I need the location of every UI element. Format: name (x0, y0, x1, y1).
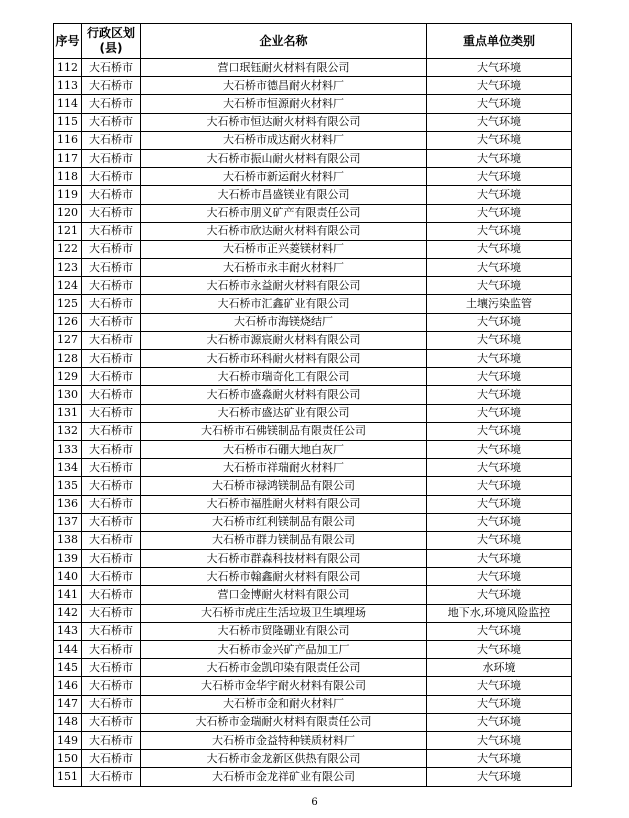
cell-name: 大石桥市金瑞耐火材料有限责任公司 (141, 713, 427, 731)
cell-category: 大气环境 (427, 149, 572, 167)
cell-category: 地下水,环境风险监控 (427, 604, 572, 622)
cell-region: 大石桥市 (82, 622, 141, 640)
header-category: 重点单位类别 (427, 24, 572, 59)
cell-no: 136 (54, 495, 82, 513)
cell-category: 土壤污染监管 (427, 295, 572, 313)
cell-name: 大石桥市盛淼耐火材料有限公司 (141, 386, 427, 404)
cell-no: 150 (54, 750, 82, 768)
cell-no: 143 (54, 622, 82, 640)
cell-region: 大石桥市 (82, 204, 141, 222)
table-row (54, 477, 572, 495)
cell-no: 130 (54, 386, 82, 404)
cell-region: 大石桥市 (82, 713, 141, 731)
cell-no: 113 (54, 77, 82, 95)
cell-no: 148 (54, 713, 82, 731)
table-row (54, 113, 572, 131)
cell-name: 大石桥市金凯印染有限责任公司 (141, 659, 427, 677)
cell-name: 大石桥市石佛镁制品有限责任公司 (141, 422, 427, 440)
cell-name: 大石桥市朋义矿产有限责任公司 (141, 204, 427, 222)
table-row (54, 550, 572, 568)
table-row (54, 313, 572, 331)
cell-category: 大气环境 (427, 695, 572, 713)
cell-no: 112 (54, 59, 82, 77)
cell-region: 大石桥市 (82, 313, 141, 331)
cell-category: 大气环境 (427, 459, 572, 477)
cell-region: 大石桥市 (82, 513, 141, 531)
cell-region: 大石桥市 (82, 149, 141, 167)
cell-no: 119 (54, 186, 82, 204)
cell-no: 135 (54, 477, 82, 495)
table-row (54, 586, 572, 604)
table-row (54, 368, 572, 386)
cell-region: 大石桥市 (82, 113, 141, 131)
table-row (54, 695, 572, 713)
cell-name: 大石桥市环科耐火材料有限公司 (141, 350, 427, 368)
cell-region: 大石桥市 (82, 295, 141, 313)
cell-region: 大石桥市 (82, 568, 141, 586)
cell-name: 大石桥市祥瑞耐火材料厂 (141, 459, 427, 477)
cell-region: 大石桥市 (82, 459, 141, 477)
header-region: 行政区划(县) (82, 24, 141, 59)
cell-category: 大气环境 (427, 186, 572, 204)
cell-no: 145 (54, 659, 82, 677)
table-row (54, 641, 572, 659)
cell-name: 大石桥市金兴矿产品加工厂 (141, 641, 427, 659)
cell-no: 146 (54, 677, 82, 695)
table-row (54, 259, 572, 277)
cell-region: 大石桥市 (82, 604, 141, 622)
cell-region: 大石桥市 (82, 277, 141, 295)
cell-region: 大石桥市 (82, 477, 141, 495)
cell-region: 大石桥市 (82, 131, 141, 149)
cell-region: 大石桥市 (82, 731, 141, 749)
table-body (54, 59, 572, 787)
cell-name: 大石桥市成达耐火材料厂 (141, 131, 427, 149)
cell-no: 123 (54, 259, 82, 277)
cell-region: 大石桥市 (82, 422, 141, 440)
cell-no: 147 (54, 695, 82, 713)
cell-region: 大石桥市 (82, 404, 141, 422)
cell-region: 大石桥市 (82, 386, 141, 404)
cell-no: 122 (54, 240, 82, 258)
cell-name: 大石桥市瑞奇化工有限公司 (141, 368, 427, 386)
cell-no: 144 (54, 641, 82, 659)
cell-name: 大石桥市翰鑫耐火材料有限公司 (141, 568, 427, 586)
cell-category: 大气环境 (427, 586, 572, 604)
table-row (54, 731, 572, 749)
cell-region: 大石桥市 (82, 695, 141, 713)
table-row (54, 331, 572, 349)
cell-region: 大石桥市 (82, 240, 141, 258)
table-row (54, 513, 572, 531)
cell-name: 大石桥市盛达矿业有限公司 (141, 404, 427, 422)
cell-category: 大气环境 (427, 404, 572, 422)
cell-no: 129 (54, 368, 82, 386)
cell-category: 大气环境 (427, 641, 572, 659)
table-row (54, 404, 572, 422)
cell-name: 大石桥市金益特种镁质材料厂 (141, 731, 427, 749)
table-row (54, 350, 572, 368)
cell-no: 127 (54, 331, 82, 349)
cell-category: 大气环境 (427, 531, 572, 549)
cell-category: 大气环境 (427, 768, 572, 786)
cell-no: 151 (54, 768, 82, 786)
table-row (54, 277, 572, 295)
cell-category: 大气环境 (427, 59, 572, 77)
cell-category: 大气环境 (427, 77, 572, 95)
cell-name: 大石桥市金和耐火材料厂 (141, 695, 427, 713)
cell-category: 大气环境 (427, 204, 572, 222)
cell-region: 大石桥市 (82, 259, 141, 277)
cell-region: 大石桥市 (82, 677, 141, 695)
cell-name: 大石桥市昌盛镁业有限公司 (141, 186, 427, 204)
cell-region: 大石桥市 (82, 59, 141, 77)
cell-region: 大石桥市 (82, 641, 141, 659)
table-row (54, 604, 572, 622)
cell-category: 大气环境 (427, 495, 572, 513)
cell-region: 大石桥市 (82, 550, 141, 568)
cell-name: 大石桥市新运耐火材料厂 (141, 168, 427, 186)
cell-no: 141 (54, 586, 82, 604)
cell-name: 大石桥市群力镁制品有限公司 (141, 531, 427, 549)
table-row (54, 95, 572, 113)
cell-category: 大气环境 (427, 222, 572, 240)
cell-region: 大石桥市 (82, 531, 141, 549)
cell-no: 132 (54, 422, 82, 440)
cell-no: 116 (54, 131, 82, 149)
page-number: 6 (311, 797, 318, 808)
cell-no: 142 (54, 604, 82, 622)
cell-name: 营口金博耐火材料有限公司 (141, 586, 427, 604)
cell-category: 大气环境 (427, 386, 572, 404)
cell-category: 大气环境 (427, 368, 572, 386)
header-no: 序号 (54, 24, 82, 59)
cell-no: 139 (54, 550, 82, 568)
cell-region: 大石桥市 (82, 350, 141, 368)
cell-category: 大气环境 (427, 95, 572, 113)
cell-name: 大石桥市永丰耐火材料厂 (141, 259, 427, 277)
cell-name: 大石桥市振山耐火材料有限公司 (141, 149, 427, 167)
table-row (54, 768, 572, 786)
table-row (54, 168, 572, 186)
cell-name: 大石桥市红利镁制品有限公司 (141, 513, 427, 531)
cell-name: 大石桥市永益耐火材料有限公司 (141, 277, 427, 295)
cell-name: 大石桥市石硼大地白灰厂 (141, 440, 427, 458)
cell-no: 137 (54, 513, 82, 531)
table-row (54, 677, 572, 695)
cell-no: 114 (54, 95, 82, 113)
cell-name: 大石桥市恒达耐火材料有限公司 (141, 113, 427, 131)
cell-name: 大石桥市海镁烧结厂 (141, 313, 427, 331)
cell-name: 营口珉钰耐火材料有限公司 (141, 59, 427, 77)
cell-no: 133 (54, 440, 82, 458)
table-row (54, 240, 572, 258)
cell-name: 大石桥市贸隆硼业有限公司 (141, 622, 427, 640)
cell-region: 大石桥市 (82, 331, 141, 349)
header-row (54, 24, 572, 59)
cell-region: 大石桥市 (82, 95, 141, 113)
cell-category: 大气环境 (427, 568, 572, 586)
cell-name: 大石桥市金华宇耐火材料有限公司 (141, 677, 427, 695)
table-row (54, 59, 572, 77)
cell-no: 126 (54, 313, 82, 331)
cell-no: 125 (54, 295, 82, 313)
cell-no: 131 (54, 404, 82, 422)
cell-category: 水环境 (427, 659, 572, 677)
enterprise-table (53, 23, 572, 787)
cell-region: 大石桥市 (82, 77, 141, 95)
cell-name: 大石桥市虎庄生活垃圾卫生填埋场 (141, 604, 427, 622)
table-row (54, 713, 572, 731)
cell-no: 140 (54, 568, 82, 586)
cell-name: 大石桥市汇鑫矿业有限公司 (141, 295, 427, 313)
cell-region: 大石桥市 (82, 440, 141, 458)
cell-region: 大石桥市 (82, 368, 141, 386)
cell-category: 大气环境 (427, 113, 572, 131)
cell-category: 大气环境 (427, 131, 572, 149)
cell-category: 大气环境 (427, 259, 572, 277)
cell-name: 大石桥市德昌耐火材料厂 (141, 77, 427, 95)
cell-no: 121 (54, 222, 82, 240)
cell-category: 大气环境 (427, 440, 572, 458)
cell-no: 128 (54, 350, 82, 368)
table-row (54, 531, 572, 549)
table-row (54, 440, 572, 458)
cell-no: 134 (54, 459, 82, 477)
cell-category: 大气环境 (427, 622, 572, 640)
table-row (54, 622, 572, 640)
cell-category: 大气环境 (427, 550, 572, 568)
cell-region: 大石桥市 (82, 768, 141, 786)
table-row (54, 459, 572, 477)
header-name: 企业名称 (141, 24, 427, 59)
cell-region: 大石桥市 (82, 168, 141, 186)
table-row (54, 568, 572, 586)
cell-name: 大石桥市群森科技材料有限公司 (141, 550, 427, 568)
table-row (54, 77, 572, 95)
cell-no: 149 (54, 731, 82, 749)
table-row (54, 750, 572, 768)
cell-category: 大气环境 (427, 350, 572, 368)
cell-category: 大气环境 (427, 477, 572, 495)
cell-category: 大气环境 (427, 168, 572, 186)
cell-no: 118 (54, 168, 82, 186)
cell-category: 大气环境 (427, 240, 572, 258)
cell-no: 138 (54, 531, 82, 549)
cell-category: 大气环境 (427, 313, 572, 331)
cell-no: 124 (54, 277, 82, 295)
cell-name: 大石桥市欣达耐火材料有限公司 (141, 222, 427, 240)
cell-name: 大石桥市福胜耐火材料有限公司 (141, 495, 427, 513)
cell-category: 大气环境 (427, 277, 572, 295)
cell-no: 115 (54, 113, 82, 131)
cell-category: 大气环境 (427, 513, 572, 531)
table-row (54, 204, 572, 222)
cell-category: 大气环境 (427, 422, 572, 440)
table-row (54, 386, 572, 404)
cell-category: 大气环境 (427, 331, 572, 349)
cell-name: 大石桥市金龙新区供热有限公司 (141, 750, 427, 768)
cell-region: 大石桥市 (82, 222, 141, 240)
cell-category: 大气环境 (427, 731, 572, 749)
cell-region: 大石桥市 (82, 659, 141, 677)
table-row (54, 222, 572, 240)
table-row (54, 149, 572, 167)
cell-name: 大石桥市恒源耐火材料厂 (141, 95, 427, 113)
cell-name: 大石桥市金龙祥矿业有限公司 (141, 768, 427, 786)
table-row (54, 659, 572, 677)
cell-no: 120 (54, 204, 82, 222)
table-row (54, 495, 572, 513)
table-row (54, 422, 572, 440)
cell-name: 大石桥市禄鸿镁制品有限公司 (141, 477, 427, 495)
cell-category: 大气环境 (427, 750, 572, 768)
cell-category: 大气环境 (427, 713, 572, 731)
cell-name: 大石桥市源宸耐火材料有限公司 (141, 331, 427, 349)
cell-no: 117 (54, 149, 82, 167)
table-row (54, 131, 572, 149)
table-row (54, 186, 572, 204)
table-row (54, 295, 572, 313)
cell-region: 大石桥市 (82, 495, 141, 513)
cell-region: 大石桥市 (82, 750, 141, 768)
cell-category: 大气环境 (427, 677, 572, 695)
cell-region: 大石桥市 (82, 186, 141, 204)
cell-name: 大石桥市正兴菱镁材料厂 (141, 240, 427, 258)
cell-region: 大石桥市 (82, 586, 141, 604)
